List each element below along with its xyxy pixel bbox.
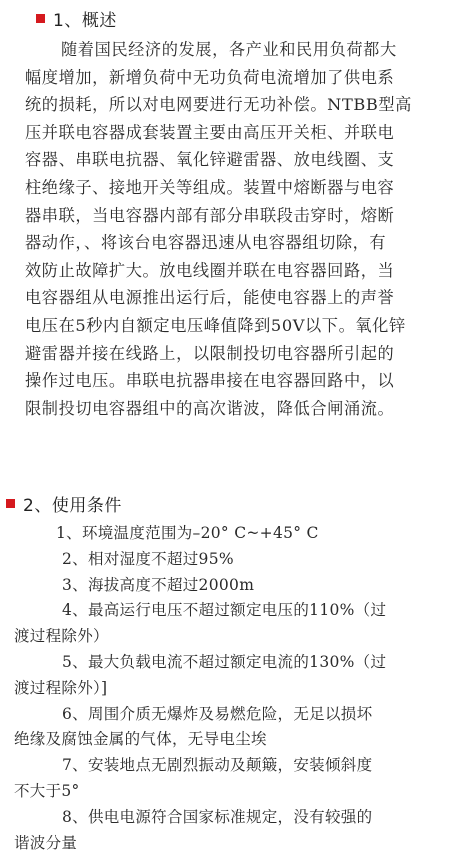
section-title: 2、使用条件 (23, 496, 122, 516)
condition-item-6: 6、周围介质无爆炸及易燃危险，无足以损坏 (62, 704, 373, 723)
condition-item-4: 4、最高运行电压不超过额定电压的110%（过 (62, 601, 387, 620)
paragraph-line: 幅度增加，新增负荷中无功负荷电流增加了供电系 (25, 67, 395, 87)
paragraph-line: 压并联电容器成套装置主要由高压开关柜、并联电 (25, 122, 395, 142)
condition-item-7: 7、安装地点无剧烈振动及颠簸，安装倾斜度 (62, 756, 373, 775)
red-square-bullet-icon (36, 14, 45, 23)
paragraph-line: 避雷器并接在线路上，以限制投切电容器所引起的 (25, 343, 395, 363)
condition-item-8: 8、供电电源符合国家标准规定，没有较强的 (62, 807, 373, 826)
paragraph-line: 限制投切电容器组中的高次谐波，降低合闸涌流。 (25, 398, 395, 418)
section-heading-overview (36, 6, 117, 31)
paragraph-line: 电压在5秒内自额定电压峰值降到50V以下。氧化锌 (25, 315, 406, 335)
condition-item-6-cont: 绝缘及腐蚀金属的气体，无导电尘埃 (14, 730, 267, 749)
condition-item-3: 3、海拔高度不超过2000m (62, 575, 255, 594)
condition-item-4-cont: 渡过程除外） (14, 627, 109, 646)
paragraph-line: 器动作，、将该台电容器迅速从电容器组切除，有 (25, 233, 387, 253)
paragraph-line: 统的损耗，所以对电网要进行无功补偿。NTBB型高 (25, 95, 412, 115)
section-heading-usage-conditions (6, 491, 122, 516)
condition-item-7-cont: 不大于5° (14, 781, 80, 800)
paragraph-line: 效防止故障扩大。放电线圈并联在电容器回路，当 (25, 260, 395, 280)
overview-paragraph (25, 36, 451, 422)
condition-item-5: 5、最大负载电流不超过额定电流的130%（过 (62, 652, 387, 671)
red-square-bullet-icon (6, 499, 15, 508)
condition-item-2: 2、相对湿度不超过95% (62, 549, 234, 568)
paragraph-line: 容器、串联电抗器、氧化锌避雷器、放电线圈、支 (25, 150, 395, 170)
condition-item-8-cont: 谐波分量 (14, 833, 78, 852)
section-title: 1、概述 (53, 11, 117, 31)
paragraph-line: 电容器组从电源推出运行后，能使电容器上的声誉 (25, 288, 395, 308)
paragraph-line: 随着国民经济的发展，各产业和民用负荷都大 (61, 40, 397, 59)
paragraph-line: 柱绝缘子、接地开关等组成。装置中熔断器与电容 (25, 177, 395, 197)
condition-item-1: 1、环境温度范围为–20° C~+45° C (56, 524, 319, 542)
usage-conditions-list (14, 521, 454, 856)
paragraph-line: 操作过电压。串联电抗器串接在电容器回路中，以 (25, 371, 395, 391)
paragraph-line: 器串联，当电容器内部有部分串联段击穿时，熔断 (25, 205, 395, 225)
condition-item-5-cont: 渡过程除外）] (14, 678, 108, 697)
